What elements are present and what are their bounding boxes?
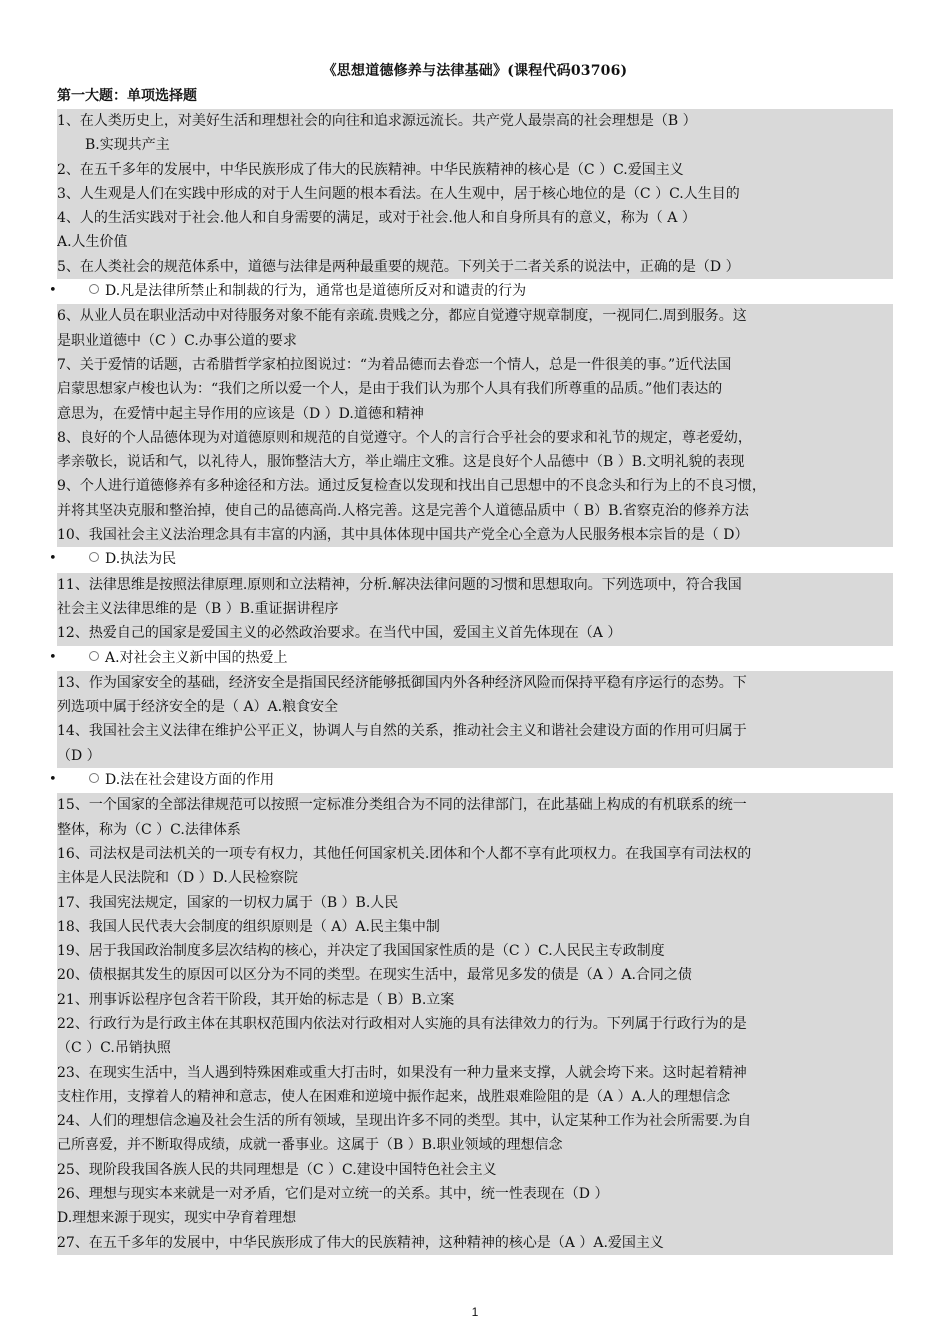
question-line: 整体，称为（C ）C.法律体系: [57, 821, 241, 838]
document-page: [49, 58, 893, 1255]
question-line: 11、法律思维是按照法律原理.原则和立法精神，分析.解决法律问题的习惯和思想取向。下列选项中，符合我国: [57, 576, 742, 593]
question-line: 社会主义法律思维的是（B ）B.重证据讲程序: [57, 600, 339, 617]
question-line: 23、在现实生活中，当人遇到特殊困难或重大打击时，如果没有一种力量来支撑，人就会垮下来。这时起着精神: [57, 1064, 747, 1081]
question-line: 24、人们的理想信念遍及社会生活的所有领域，呈现出许多不同的类型。其中，认定某种工作为社会所需要.为自: [57, 1113, 752, 1130]
answer-option-label: A.对社会主义新中国的热爱上: [105, 649, 288, 666]
question-block: [57, 793, 893, 1255]
question-line: 3、人生观是人们在实践中形成的对于人生问题的根本看法。在人生观中，居于核心地位的是（C ）C.人生目的: [57, 185, 740, 202]
answer-option-label: D.法在社会建设方面的作用: [105, 772, 275, 789]
question-line: 26、理想与现实本来就是一对矛盾，它们是对立统一的关系。其中，统一性表现在（D ）: [57, 1186, 609, 1203]
question-line: 20、债根据其发生的原因可以区分为不同的类型。在现实生活中，最常见多发的债是（A ）A.合同之债: [57, 967, 692, 984]
question-line: 启蒙思想家卢梭也认为：“我们之所以爱一个人，是由于我们认为那个人具有我们所尊重的品质。”他们表达的: [57, 381, 723, 398]
answer-option-label: D.凡是法律所禁止和制裁的行为，通常也是道德所反对和谴责的行为: [105, 283, 527, 300]
question-line: 18、我国人民代表大会制度的组织原则是（ A）A.民主集中制: [57, 918, 440, 935]
question-block: [57, 109, 893, 279]
question-line: 8、良好的个人品德体现为对道德原则和规范的自觉遵守。个人的言行合乎社会的要求和礼节的规定，尊老爱幼，: [57, 429, 752, 446]
question-line: 27、在五千多年的发展中，中华民族形成了伟大的民族精神，这种精神的核心是（A ）A.爱国主义: [57, 1234, 664, 1251]
question-line: 2、在五千多年的发展中，中华民族形成了伟大的民族精神。中华民族精神的核心是（C ）C.爱国主义: [57, 161, 684, 178]
question-line: 25、现阶段我国各族人民的共同理想是（C ）C.建设中国特色社会主义: [57, 1161, 497, 1178]
question-line: 15、一个国家的全部法律规范可以按照一定标准分类组合为不同的法律部门，在此基础上构成的有机联系的统一: [57, 797, 747, 814]
question-list: [49, 109, 893, 1255]
question-line: 是职业道德中（C ）C.办事公道的要求: [57, 332, 297, 349]
question-line: 意思为，在爱情中起主导作用的应该是（D ）D.道德和精神: [57, 405, 424, 422]
question-block: [57, 573, 893, 646]
radio-icon[interactable]: [89, 773, 99, 783]
radio-icon[interactable]: [89, 552, 99, 562]
question-line: 孝亲敬长，说话和气，以礼待人，服饰整洁大方，举止端庄文雅。这是良好个人品德中（B ）B.文明礼貌的表现: [57, 454, 745, 471]
question-line: 19、居于我国政治制度多层次结构的核心，并决定了我国国家性质的是（C ）C.人民民主专政制度: [57, 943, 665, 960]
question-line: 5、在人类社会的规范体系中，道德与法律是两种最重要的规范。下列关于二者关系的说法中，正确的是（D ）: [57, 258, 740, 275]
question-line: 支柱作用，支撑着人的精神和意志，使人在困难和逆境中振作起来，战胜艰难险阻的是（A ）A.人的理想信念: [57, 1088, 731, 1105]
question-line: 9、个人进行道德修养有多种途径和方法。通过反复检查以发现和找出自己思想中的不良念头和行为上的不良习惯，: [57, 478, 766, 495]
question-line: 12、热爱自己的国家是爱国主义的必然政治要求。在当代中国，爱国主义首先体现在（A ）: [57, 625, 622, 642]
question-line: 16、司法权是司法机关的一项专有权力，其他任何国家机关.团体和个人都不享有此项权力。在我国享有司法权的: [57, 845, 752, 862]
answer-option[interactable]: [49, 646, 893, 670]
question-line: A.人生价值: [57, 234, 128, 251]
question-line: 21、刑事诉讼程序包含若干阶段，其开始的标志是（ B）B.立案: [57, 991, 455, 1008]
question-line: B.实现共产主: [85, 137, 170, 154]
question-line: 主体是人民法院和（D ）D.人民检察院: [57, 870, 298, 887]
section-heading: 第一大题：单项选择题: [57, 88, 197, 104]
question-block: [57, 671, 893, 768]
bullet-icon: •: [49, 551, 57, 567]
question-line: 1、在人类历史上，对美好生活和理想社会的向往和追求源远流长。共产党人最崇高的社会理想是（B ）: [57, 113, 697, 129]
question-line: 10、我国社会主义法治理念具有丰富的内涵，其中具体体现中国共产党全心全意为人民服务根本宗旨的是（ D）: [57, 527, 749, 544]
question-line: 22、行政行为是行政主体在其职权范围内依法对行政相对人实施的具有法律效力的行为。下列属于行政行为的是: [57, 1015, 747, 1032]
question-line: 7、关于爱情的话题，古希腊哲学家柏拉图说过：“为着品德而去眷恋一个情人，总是一件很美的事。”近代法国: [57, 356, 732, 373]
question-line: 列选项中属于经济安全的是（ A）A.粮食安全: [57, 699, 339, 716]
answer-option[interactable]: [49, 279, 893, 303]
question-line: 己所喜爱，并不断取得成绩，成就一番事业。这属于（B ）B.职业领域的理想信念: [57, 1137, 563, 1154]
question-line: 4、人的生活实践对于社会.他人和自身需要的满足，或对于社会.他人和自身所具有的意义，称为（ A ）: [57, 210, 696, 227]
question-line: 17、我国宪法规定，国家的一切权力属于（B ）B.人民: [57, 894, 399, 911]
document-title: 《思想道德修养与法律基础》(课程代码03706): [322, 63, 628, 79]
bullet-icon: •: [49, 772, 57, 788]
bullet-icon: •: [49, 283, 57, 299]
question-line: 13、作为国家安全的基础，经济安全是指国民经济能够抵御国内外各种经济风险而保持平稳有序运行的态势。下: [57, 674, 747, 691]
question-line: 并将其坚决克服和整治掉，使自己的品德高尚.人格完善。这是完善个人道德品质中（ B）B.省察克治的修养方法: [57, 502, 749, 519]
question-line: （C ）C.吊销执照: [57, 1040, 171, 1057]
question-block: [57, 304, 893, 547]
answer-option[interactable]: [49, 547, 893, 571]
bullet-icon: •: [49, 649, 57, 665]
answer-option[interactable]: [49, 768, 893, 792]
question-line: 14、我国社会主义法律在维护公平正义，协调人与自然的关系，推动社会主义和谐社会建设方面的作用可归属于: [57, 723, 747, 740]
page-number: 1: [471, 1305, 479, 1319]
question-line: D.理想来源于现实，现实中孕育着理想: [57, 1210, 297, 1227]
question-line: （D ）: [57, 747, 101, 764]
answer-option-label: D.执法为民: [105, 551, 177, 568]
question-line: 6、从业人员在职业活动中对待服务对象不能有亲疏.贵贱之分，都应自觉遵守规章制度，一视同仁.周到服务。这: [57, 308, 747, 325]
radio-icon[interactable]: [89, 284, 99, 294]
radio-icon[interactable]: [89, 651, 99, 661]
